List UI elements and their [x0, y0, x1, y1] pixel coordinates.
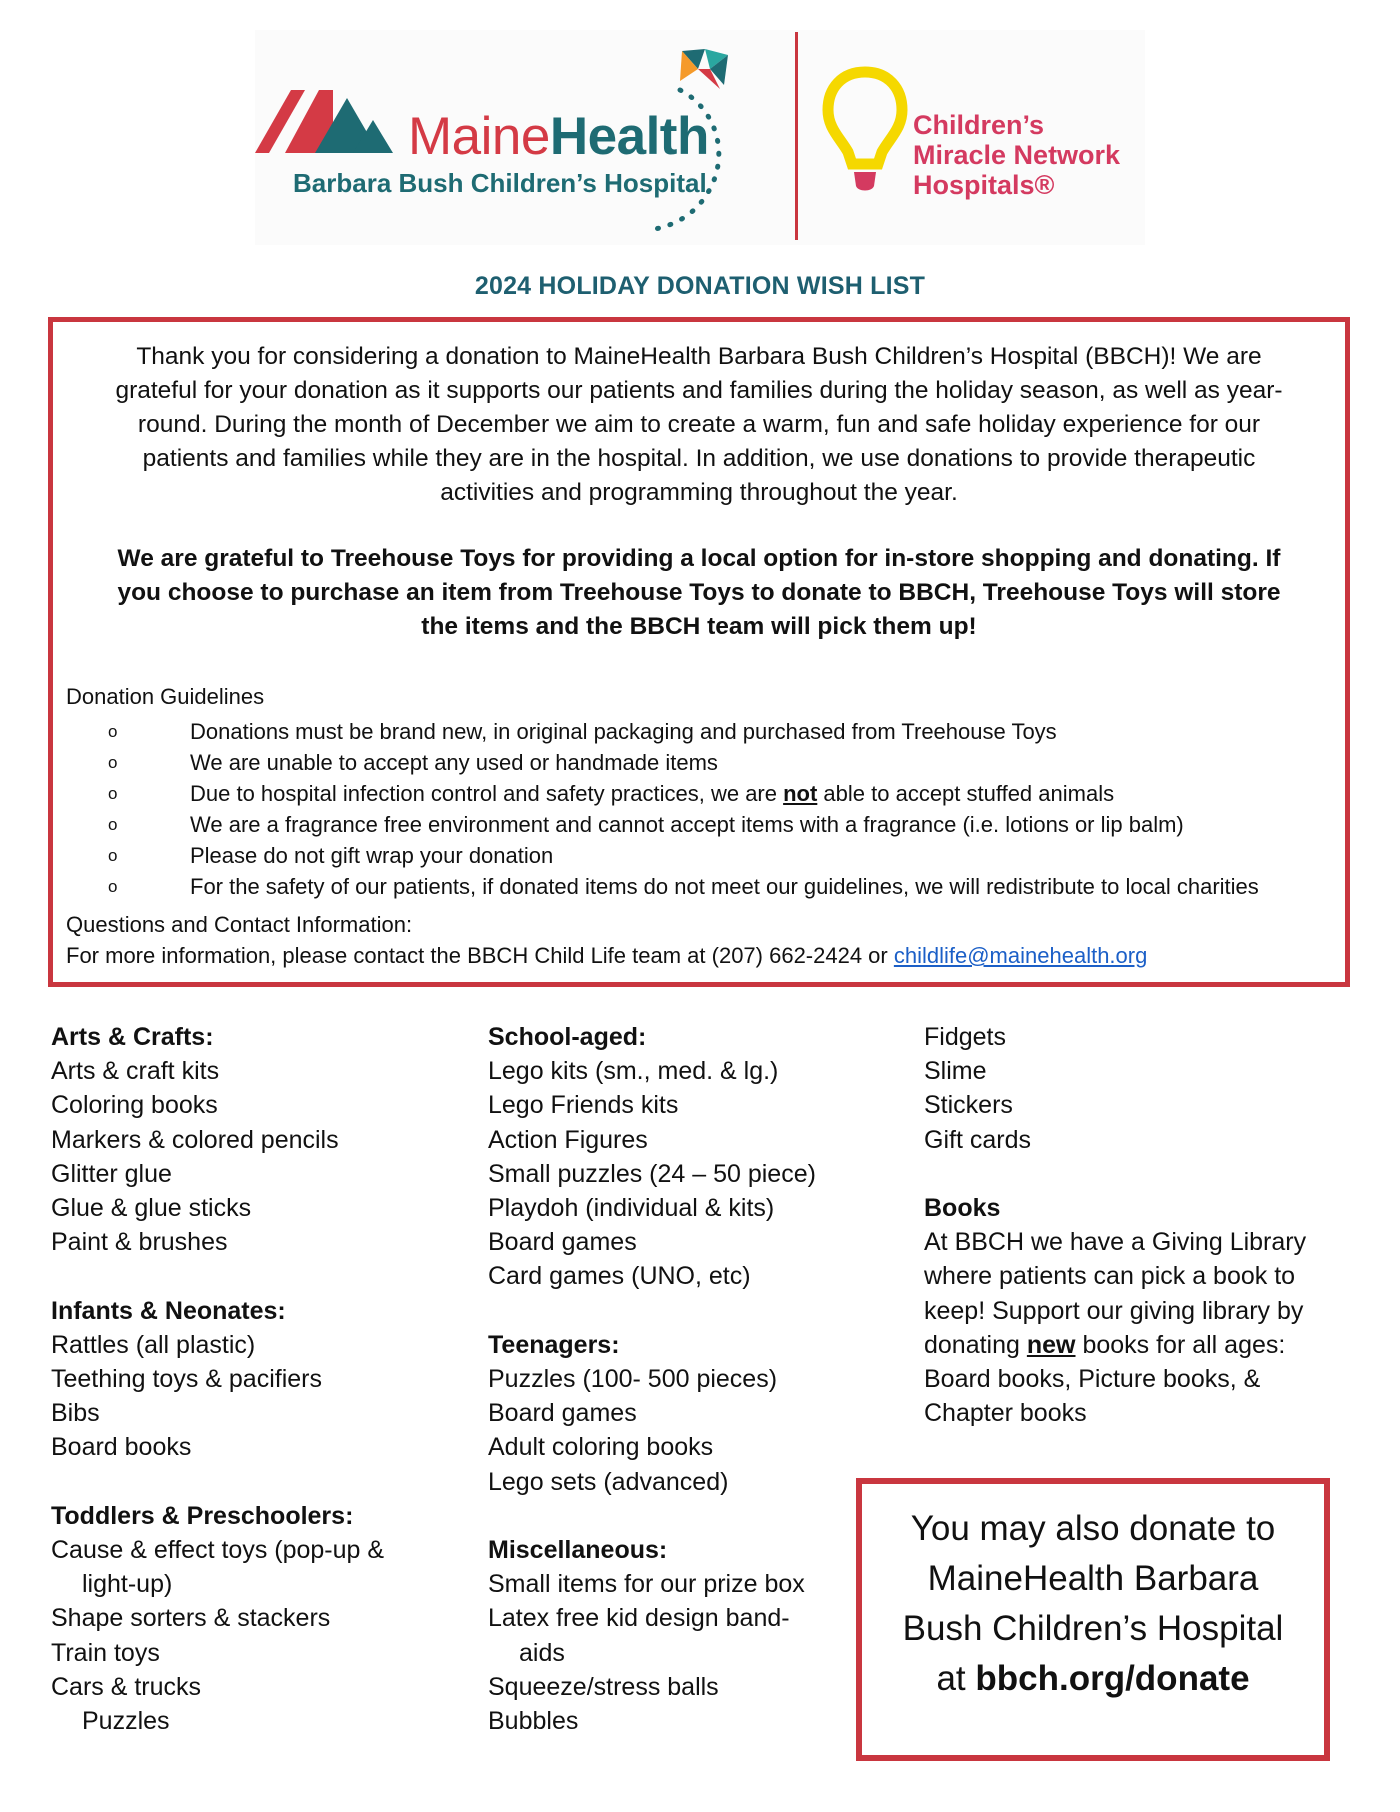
bullet-icon: o — [108, 722, 118, 741]
list-item: Cause & effect toys (pop-up & — [51, 1536, 385, 1565]
guideline-text: Please do not gift wrap your donation — [190, 843, 554, 868]
spacer — [51, 1465, 461, 1499]
list-item: Coloring books — [51, 1091, 218, 1120]
list-item: Train toys — [51, 1638, 160, 1667]
contact-email-link[interactable]: childlife@mainehealth.org — [893, 943, 1148, 968]
list-item: Board books — [51, 1433, 192, 1462]
guideline-text-before: Due to hospital infection control and safety practices, we are — [190, 781, 784, 806]
list-item: Slime — [924, 1057, 987, 1086]
info-box — [48, 317, 1350, 987]
intro-paragraph — [65, 340, 1333, 510]
guideline-item — [108, 747, 1259, 778]
guidelines-title: Donation Guidelines — [66, 684, 265, 709]
guideline-emphasis: not — [783, 781, 818, 806]
maine-text: Maine — [408, 107, 550, 166]
list-item: Board games — [488, 1228, 637, 1257]
list-item: Playdoh (individual & kits) — [488, 1194, 775, 1223]
list-item: Small items for our prize box — [488, 1570, 805, 1599]
list-item: Arts & craft kits — [51, 1057, 220, 1086]
category-heading-misc: Miscellaneous: — [488, 1536, 668, 1565]
guidelines-list — [108, 716, 1259, 902]
list-item: Paint & brushes — [51, 1228, 228, 1257]
cmn-line-3: Hospitals® — [913, 170, 1055, 200]
category-heading-arts: Arts & Crafts: — [51, 1023, 214, 1051]
wishlist-column-2 — [488, 1020, 868, 1738]
donate-line: Bush Children’s Hospital — [902, 1609, 1284, 1648]
list-item: Rattles (all plastic) — [51, 1330, 256, 1359]
logo-divider — [795, 32, 798, 240]
cmn-line-2: Miracle Network — [913, 140, 1121, 170]
donate-line — [862, 1654, 1324, 1704]
donate-line: You may also donate to — [910, 1509, 1276, 1548]
list-item: Cars & trucks — [51, 1672, 202, 1701]
list-item: Card games (UNO, etc) — [488, 1262, 751, 1291]
guideline-item — [108, 809, 1259, 840]
guideline-text: We are unable to accept any used or handmade items — [190, 750, 718, 775]
intro-line: patients and families while they are in the hospital. In addition, we use donations to provide therapeutic — [142, 445, 1256, 472]
donate-line: MaineHealth Barbara — [927, 1559, 1259, 1598]
books-emphasis: new — [1026, 1330, 1076, 1359]
bullet-icon: o — [108, 753, 118, 772]
list-item: Latex free kid design band- — [488, 1604, 790, 1633]
list-item: Puzzles — [82, 1707, 170, 1736]
list-item: Adult coloring books — [488, 1433, 714, 1462]
intro-line: grateful for your donation as it supports our patients and families during the holiday season, as well as year- — [115, 377, 1283, 404]
books-text-before: At BBCH we have a Giving Library where patients can pick a book to keep! Support our giving library by donating — [924, 1228, 1307, 1359]
category-heading-books: Books — [924, 1194, 1001, 1222]
note-line: the items and the BBCH team will pick them up! — [421, 613, 977, 640]
spacer — [924, 1157, 1344, 1191]
books-text-after: books for all ages: Board books, Picture books, & Chapter books — [924, 1330, 1286, 1428]
category-heading-school: School-aged: — [488, 1023, 647, 1051]
list-item: aids — [519, 1638, 565, 1667]
note-line: you choose to purchase an item from Treehouse Toys to donate to BBCH, Treehouse Toys will store — [117, 579, 1281, 606]
list-item: Gift cards — [924, 1125, 1031, 1154]
wishlist-column-1 — [51, 1020, 461, 1738]
note-line: We are grateful to Treehouse Toys for providing a local option for in-store shopping and donating. If — [117, 545, 1281, 572]
bullet-icon: o — [108, 815, 118, 834]
books-description — [924, 1225, 1324, 1430]
health-text: Health — [549, 107, 709, 166]
guideline-item — [108, 840, 1259, 871]
list-item: Squeeze/stress balls — [488, 1672, 719, 1701]
wishlist-column-3 — [924, 1020, 1344, 1430]
bullet-icon: o — [108, 846, 118, 865]
guideline-item — [108, 871, 1259, 902]
list-item: Lego kits (sm., med. & lg.) — [488, 1057, 779, 1086]
lightbulb-icon — [822, 66, 908, 198]
cmn-wordmark — [913, 110, 1120, 200]
list-item: Glue & glue sticks — [51, 1194, 252, 1223]
hospital-subtitle: Barbara Bush Children’s Hospital — [293, 168, 707, 198]
contact-line — [66, 943, 1147, 969]
dotted-kite-string-icon — [640, 85, 770, 235]
intro-line: round. During the month of December we aim to create a warm, fun and safe holiday experience for our — [137, 411, 1261, 438]
list-item: Board games — [488, 1399, 637, 1428]
guideline-text-after: able to accept stuffed animals — [817, 781, 1115, 806]
donate-prefix: at — [936, 1659, 976, 1698]
intro-line: activities and programming throughout the year. — [440, 479, 958, 506]
category-heading-teens: Teenagers: — [488, 1330, 620, 1359]
spacer — [51, 1259, 461, 1293]
page-title: 2024 HOLIDAY DONATION WISH LIST — [474, 272, 926, 300]
list-item: Shape sorters & stackers — [51, 1604, 331, 1633]
list-item: light-up) — [82, 1570, 173, 1599]
category-heading-infants: Infants & Neonates: — [51, 1296, 286, 1325]
list-item: Action Figures — [488, 1125, 648, 1154]
list-item: Markers & colored pencils — [51, 1125, 339, 1154]
list-item: Fidgets — [924, 1023, 1006, 1051]
list-item: Bubbles — [488, 1707, 579, 1736]
mainehealth-mountains-logo — [255, 90, 405, 154]
guideline-text: Donations must be brand new, in original packaging and purchased from Treehouse Toys — [190, 719, 1057, 744]
list-item: Bibs — [51, 1399, 100, 1428]
list-item: Lego sets (advanced) — [488, 1467, 729, 1496]
donate-url-link[interactable]: bbch.org/donate — [975, 1659, 1250, 1698]
list-item: Lego Friends kits — [488, 1091, 679, 1120]
contact-title: Questions and Contact Information: — [66, 912, 413, 937]
treehouse-note — [65, 542, 1333, 644]
guideline-text: We are a fragrance free environment and cannot accept items with a fragrance (i.e. lotions or lip balm) — [190, 812, 1184, 837]
intro-line: Thank you for considering a donation to MaineHealth Barbara Bush Children’s Hospital (BBCH)! We are — [136, 343, 1262, 370]
list-item: Glitter glue — [51, 1159, 172, 1188]
bullet-icon: o — [108, 877, 118, 896]
cmn-line-1: Children’s — [913, 110, 1045, 140]
category-heading-toddlers: Toddlers & Preschoolers: — [51, 1501, 354, 1530]
contact-text: For more information, please contact the BBCH Child Life team at (207) 662-2424 or — [66, 943, 894, 968]
donate-callout — [856, 1478, 1330, 1761]
list-item: Stickers — [924, 1091, 1013, 1120]
list-item: Teething toys & pacifiers — [51, 1365, 322, 1394]
bullet-icon: o — [108, 784, 118, 803]
spacer — [488, 1499, 868, 1533]
spacer — [488, 1294, 868, 1328]
list-item: Small puzzles (24 – 50 piece) — [488, 1159, 816, 1188]
list-item: Puzzles (100- 500 pieces) — [488, 1365, 778, 1394]
guideline-item — [108, 778, 1259, 809]
guideline-text: For the safety of our patients, if donated items do not meet our guidelines, we will redistribute to local charities — [190, 874, 1259, 899]
guideline-item — [108, 716, 1259, 747]
